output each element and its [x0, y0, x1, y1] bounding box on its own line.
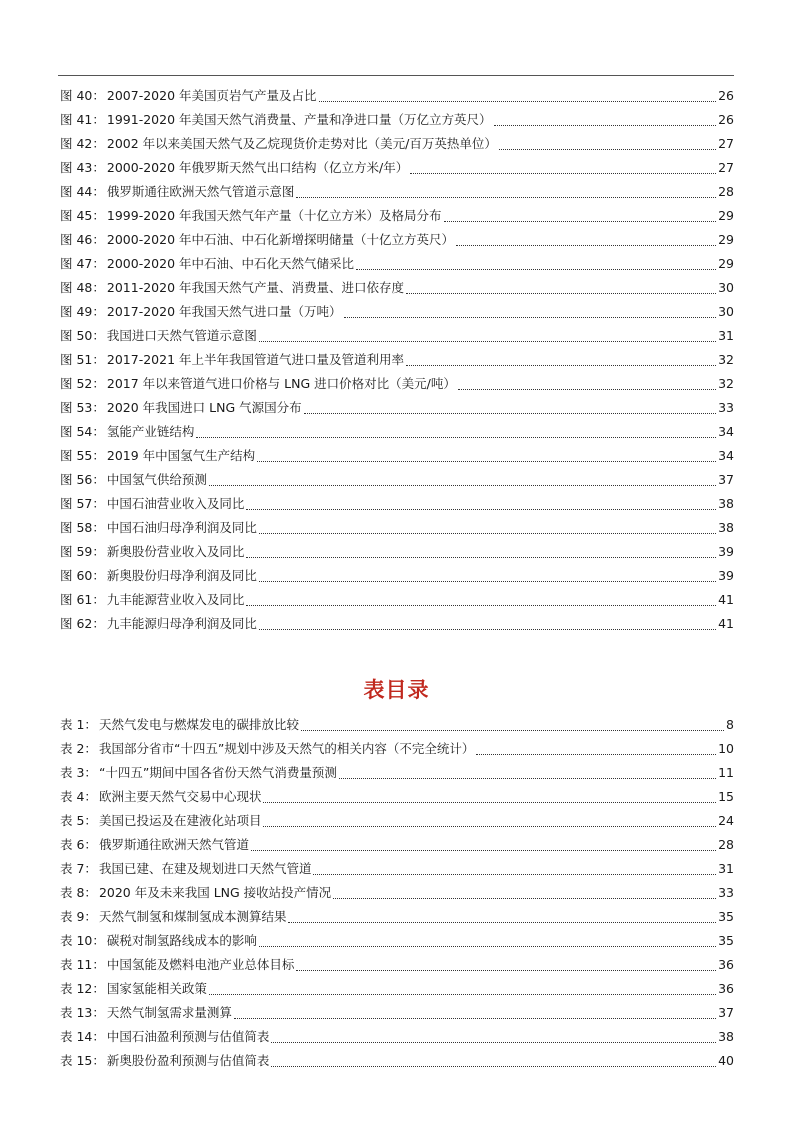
- entry-title-text: 我国已建、在建及规划进口天然气管道: [98, 861, 312, 876]
- entry-title: [60, 1049, 269, 1073]
- page-number: 31: [718, 861, 734, 876]
- page-number: 39: [718, 568, 734, 583]
- table-of-tables-heading: 表目录: [363, 678, 430, 702]
- table-entry[interactable]: [60, 737, 734, 761]
- page-number: 41: [718, 616, 734, 631]
- figure-entry[interactable]: [60, 348, 734, 372]
- figure-entry[interactable]: [60, 540, 734, 564]
- entry-title-text: 美国已投运及在建液化站项目: [98, 813, 262, 828]
- entry-label: 图 56：: [60, 472, 105, 487]
- dot-leader: [313, 857, 716, 881]
- entry-title: [60, 953, 294, 977]
- entry-label: 图 57：: [60, 496, 105, 511]
- page-number: 33: [718, 885, 734, 900]
- entry-title-text: 俄罗斯通往欧洲天然气管道: [98, 837, 249, 852]
- page-number: 24: [718, 813, 734, 828]
- entry-label: 表 10：: [60, 933, 105, 948]
- dot-leader: [456, 228, 716, 252]
- dot-leader: [301, 713, 724, 737]
- figure-entry[interactable]: [60, 300, 734, 324]
- entry-title-text: 九丰能源归母净利润及同比: [106, 616, 257, 631]
- entry-label: 图 61：: [60, 592, 105, 607]
- entry-label: 图 47：: [60, 256, 105, 271]
- entry-title: [60, 713, 299, 737]
- entry-title: [60, 228, 454, 252]
- entry-label: 表 11：: [60, 957, 105, 972]
- entry-title: [60, 324, 257, 348]
- entry-label: 表 14：: [60, 1029, 105, 1044]
- dot-leader: [209, 977, 716, 1001]
- dot-leader: [339, 761, 716, 785]
- entry-label: 图 41：: [60, 112, 105, 127]
- dot-leader: [246, 588, 716, 612]
- entry-label: 图 53：: [60, 400, 105, 415]
- entry-title: [60, 761, 337, 785]
- entry-label: 表 15：: [60, 1053, 105, 1068]
- dot-leader: [444, 204, 717, 228]
- page-number: 38: [718, 1029, 734, 1044]
- table-entry[interactable]: [60, 761, 734, 785]
- entry-title-text: 新奥股份盈利预测与估值简表: [106, 1053, 270, 1068]
- entry-title-text: 中国石油归母净利润及同比: [106, 520, 257, 535]
- figure-entry[interactable]: [60, 228, 734, 252]
- entry-label: 表 1：: [60, 717, 97, 732]
- figure-entry[interactable]: [60, 108, 734, 132]
- dot-leader: [263, 785, 716, 809]
- entry-title-text: 天然气发电与燃煤发电的碳排放比较: [98, 717, 299, 732]
- entry-label: 图 54：: [60, 424, 105, 439]
- table-entry[interactable]: [60, 1001, 734, 1025]
- figure-list: [60, 84, 734, 636]
- entry-title: [60, 84, 317, 108]
- figure-entry[interactable]: [60, 612, 734, 636]
- dot-leader: [406, 276, 716, 300]
- dot-leader: [234, 1001, 716, 1025]
- header-rule: [58, 75, 734, 76]
- entry-title-text: 中国石油盈利预测与估值简表: [106, 1029, 270, 1044]
- entry-title: [60, 1001, 232, 1025]
- dot-leader: [246, 540, 716, 564]
- dot-leader: [410, 156, 716, 180]
- entry-title: [60, 492, 244, 516]
- entry-title: [60, 809, 261, 833]
- page-number: 37: [718, 1005, 734, 1020]
- entry-title: [60, 180, 294, 204]
- entry-title-text: 我国进口天然气管道示意图: [106, 328, 257, 343]
- entry-title: [60, 857, 311, 881]
- entry-title-text: 氢能产业链结构: [106, 424, 195, 439]
- table-entry[interactable]: [60, 905, 734, 929]
- figure-entry[interactable]: [60, 516, 734, 540]
- figure-entry[interactable]: [60, 204, 734, 228]
- page-number: 29: [718, 208, 734, 223]
- figure-entry[interactable]: [60, 276, 734, 300]
- table-entry[interactable]: [60, 1025, 734, 1049]
- dot-leader: [296, 180, 716, 204]
- entry-title: [60, 204, 442, 228]
- table-entry[interactable]: [60, 809, 734, 833]
- entry-title-text: 俄罗斯通往欧洲天然气管道示意图: [106, 184, 295, 199]
- dot-leader: [319, 84, 717, 108]
- figure-entry[interactable]: [60, 444, 734, 468]
- entry-title: [60, 372, 456, 396]
- page-number: 31: [718, 328, 734, 343]
- entry-title: [60, 833, 249, 857]
- entry-title: [60, 156, 408, 180]
- dot-leader: [296, 953, 716, 977]
- entry-label: 图 51：: [60, 352, 105, 367]
- entry-label: 图 48：: [60, 280, 105, 295]
- entry-title: [60, 468, 207, 492]
- entry-label: 表 2：: [60, 741, 97, 756]
- table-entry[interactable]: [60, 1049, 734, 1073]
- page-number: 27: [718, 136, 734, 151]
- entry-title: [60, 396, 302, 420]
- page-number: 39: [718, 544, 734, 559]
- figure-entry[interactable]: [60, 324, 734, 348]
- dot-leader: [476, 737, 716, 761]
- page-number: 29: [718, 256, 734, 271]
- entry-label: 表 4：: [60, 789, 97, 804]
- dot-leader: [209, 468, 716, 492]
- dot-leader: [494, 108, 717, 132]
- dot-leader: [333, 881, 716, 905]
- entry-title-text: 2020 年我国进口 LNG 气源国分布: [106, 400, 302, 415]
- dot-leader: [259, 929, 716, 953]
- figure-entry[interactable]: [60, 156, 734, 180]
- entry-title: [60, 929, 257, 953]
- page-number: 28: [718, 837, 734, 852]
- entry-title: [60, 564, 257, 588]
- entry-label: 表 7：: [60, 861, 97, 876]
- page-number: 30: [718, 304, 734, 319]
- entry-title-text: 新奥股份归母净利润及同比: [106, 568, 257, 583]
- entry-label: 图 55：: [60, 448, 105, 463]
- page-number: 40: [718, 1053, 734, 1068]
- figure-entry[interactable]: [60, 84, 734, 108]
- entry-title-text: 2019 年中国氢气生产结构: [106, 448, 256, 463]
- entry-title: [60, 132, 497, 156]
- table-entry[interactable]: [60, 713, 734, 737]
- page-number: 11: [718, 765, 734, 780]
- page-number: 29: [718, 232, 734, 247]
- entry-title: [60, 516, 257, 540]
- entry-title-text: 1991-2020 年美国天然气消费量、产量和净进口量（万亿立方英尺）: [106, 112, 492, 127]
- table-list: [60, 713, 734, 1073]
- table-entry[interactable]: [60, 857, 734, 881]
- figure-entry[interactable]: [60, 492, 734, 516]
- dot-leader: [263, 809, 716, 833]
- entry-label: 表 5：: [60, 813, 97, 828]
- entry-title: [60, 348, 404, 372]
- table-entry[interactable]: [60, 881, 734, 905]
- entry-label: 图 58：: [60, 520, 105, 535]
- entry-label: 图 43：: [60, 160, 105, 175]
- dot-leader: [344, 300, 717, 324]
- entry-title: [60, 905, 286, 929]
- entry-label: 图 52：: [60, 376, 105, 391]
- entry-title-text: 天然气制氢需求量测算: [106, 1005, 232, 1020]
- dot-leader: [271, 1049, 716, 1073]
- dot-leader: [259, 324, 716, 348]
- entry-title-text: 2017-2020 年我国天然气进口量（万吨）: [106, 304, 342, 319]
- entry-title-text: 九丰能源营业收入及同比: [106, 592, 245, 607]
- entry-label: 表 8：: [60, 885, 97, 900]
- dot-leader: [196, 420, 716, 444]
- figure-entry[interactable]: [60, 132, 734, 156]
- entry-label: 表 13：: [60, 1005, 105, 1020]
- dot-leader: [257, 444, 716, 468]
- entry-title-text: 2000-2020 年中石油、中石化天然气储采比: [106, 256, 354, 271]
- page-number: 33: [718, 400, 734, 415]
- dot-leader: [356, 252, 716, 276]
- entry-title: [60, 300, 342, 324]
- entry-title-text: 2017 年以来管道气进口价格与 LNG 进口价格对比（美元/吨）: [106, 376, 456, 391]
- page-number: 15: [718, 789, 734, 804]
- entry-label: 表 9：: [60, 909, 97, 924]
- entry-title-text: 2002 年以来美国天然气及乙烷现货价走势对比（美元/百万英热单位）: [106, 136, 497, 151]
- page-number: 38: [718, 496, 734, 511]
- page-number: 26: [718, 88, 734, 103]
- entry-title: [60, 108, 492, 132]
- table-entry[interactable]: [60, 929, 734, 953]
- entry-title: [60, 977, 207, 1001]
- table-entry[interactable]: [60, 833, 734, 857]
- dot-leader: [259, 612, 716, 636]
- entry-label: 图 46：: [60, 232, 105, 247]
- entry-title-text: 2020 年及未来我国 LNG 接收站投产情况: [98, 885, 332, 900]
- entry-title-text: 2017-2021 年上半年我国管道气进口量及管道利用率: [106, 352, 404, 367]
- dot-leader: [259, 564, 716, 588]
- entry-label: 图 49：: [60, 304, 105, 319]
- figure-entry[interactable]: [60, 396, 734, 420]
- page-number: 38: [718, 520, 734, 535]
- figure-entry[interactable]: [60, 252, 734, 276]
- entry-title: [60, 420, 194, 444]
- dot-leader: [271, 1025, 716, 1049]
- page-number: 32: [718, 352, 734, 367]
- entry-label: 图 50：: [60, 328, 105, 343]
- page-number: 36: [718, 957, 734, 972]
- entry-label: 表 6：: [60, 837, 97, 852]
- entry-title: [60, 252, 354, 276]
- page-number: 26: [718, 112, 734, 127]
- entry-label: 图 59：: [60, 544, 105, 559]
- dot-leader: [304, 396, 716, 420]
- entry-title-text: 碳税对制氢路线成本的影响: [106, 933, 257, 948]
- entry-title: [60, 276, 404, 300]
- entry-label: 图 42：: [60, 136, 105, 151]
- table-entry[interactable]: [60, 953, 734, 977]
- entry-label: 图 44：: [60, 184, 105, 199]
- entry-title-text: 中国氢能及燃料电池产业总体目标: [106, 957, 295, 972]
- page-number: 30: [718, 280, 734, 295]
- entry-title-text: 1999-2020 年我国天然气年产量（十亿立方米）及格局分布: [106, 208, 442, 223]
- figure-entry[interactable]: [60, 372, 734, 396]
- entry-title-text: 欧洲主要天然气交易中心现状: [98, 789, 262, 804]
- entry-title-text: 新奥股份营业收入及同比: [106, 544, 245, 559]
- entry-title: [60, 785, 261, 809]
- figure-entry[interactable]: [60, 468, 734, 492]
- figure-entry[interactable]: [60, 588, 734, 612]
- page-number: 28: [718, 184, 734, 199]
- entry-title-text: 中国氢气供给预测: [106, 472, 207, 487]
- table-entry[interactable]: [60, 977, 734, 1001]
- dot-leader: [246, 492, 716, 516]
- dot-leader: [251, 833, 716, 857]
- dot-leader: [406, 348, 716, 372]
- page-number: 36: [718, 981, 734, 996]
- entry-title-text: “十四五”期间中国各省份天然气消费量预测: [98, 765, 337, 780]
- page-number: 35: [718, 933, 734, 948]
- dot-leader: [458, 372, 716, 396]
- figure-entry[interactable]: [60, 420, 734, 444]
- entry-title-text: 2000-2020 年俄罗斯天然气出口结构（亿立方米/年）: [106, 160, 409, 175]
- entry-title-text: 天然气制氢和煤制氢成本测算结果: [98, 909, 287, 924]
- page-number: 35: [718, 909, 734, 924]
- page-number: 34: [718, 424, 734, 439]
- dot-leader: [499, 132, 716, 156]
- entry-label: 图 45：: [60, 208, 105, 223]
- entry-title: [60, 444, 255, 468]
- entry-label: 图 62：: [60, 616, 105, 631]
- entry-title-text: 我国部分省市“十四五”规划中涉及天然气的相关内容（不完全统计）: [98, 741, 475, 756]
- figure-entry[interactable]: [60, 180, 734, 204]
- entry-title: [60, 1025, 269, 1049]
- table-entry[interactable]: [60, 785, 734, 809]
- page-number: 41: [718, 592, 734, 607]
- entry-label: 表 3：: [60, 765, 97, 780]
- entry-title-text: 2011-2020 年我国天然气产量、消费量、进口依存度: [106, 280, 404, 295]
- page-number: 32: [718, 376, 734, 391]
- entry-title: [60, 540, 244, 564]
- entry-label: 表 12：: [60, 981, 105, 996]
- page-number: 10: [718, 741, 734, 756]
- entry-label: 图 40：: [60, 88, 105, 103]
- page-number: 34: [718, 448, 734, 463]
- entry-title-text: 2000-2020 年中石油、中石化新增探明储量（十亿立方英尺）: [106, 232, 454, 247]
- entry-title-text: 2007-2020 年美国页岩气产量及占比: [106, 88, 317, 103]
- entry-title-text: 中国石油营业收入及同比: [106, 496, 245, 511]
- entry-label: 图 60：: [60, 568, 105, 583]
- entry-title: [60, 737, 474, 761]
- page-number: 27: [718, 160, 734, 175]
- entry-title: [60, 588, 244, 612]
- entry-title: [60, 612, 257, 636]
- figure-entry[interactable]: [60, 564, 734, 588]
- page-number: 37: [718, 472, 734, 487]
- entry-title: [60, 881, 331, 905]
- dot-leader: [288, 905, 716, 929]
- dot-leader: [259, 516, 716, 540]
- page-number: 8: [726, 717, 734, 732]
- entry-title-text: 国家氢能相关政策: [106, 981, 207, 996]
